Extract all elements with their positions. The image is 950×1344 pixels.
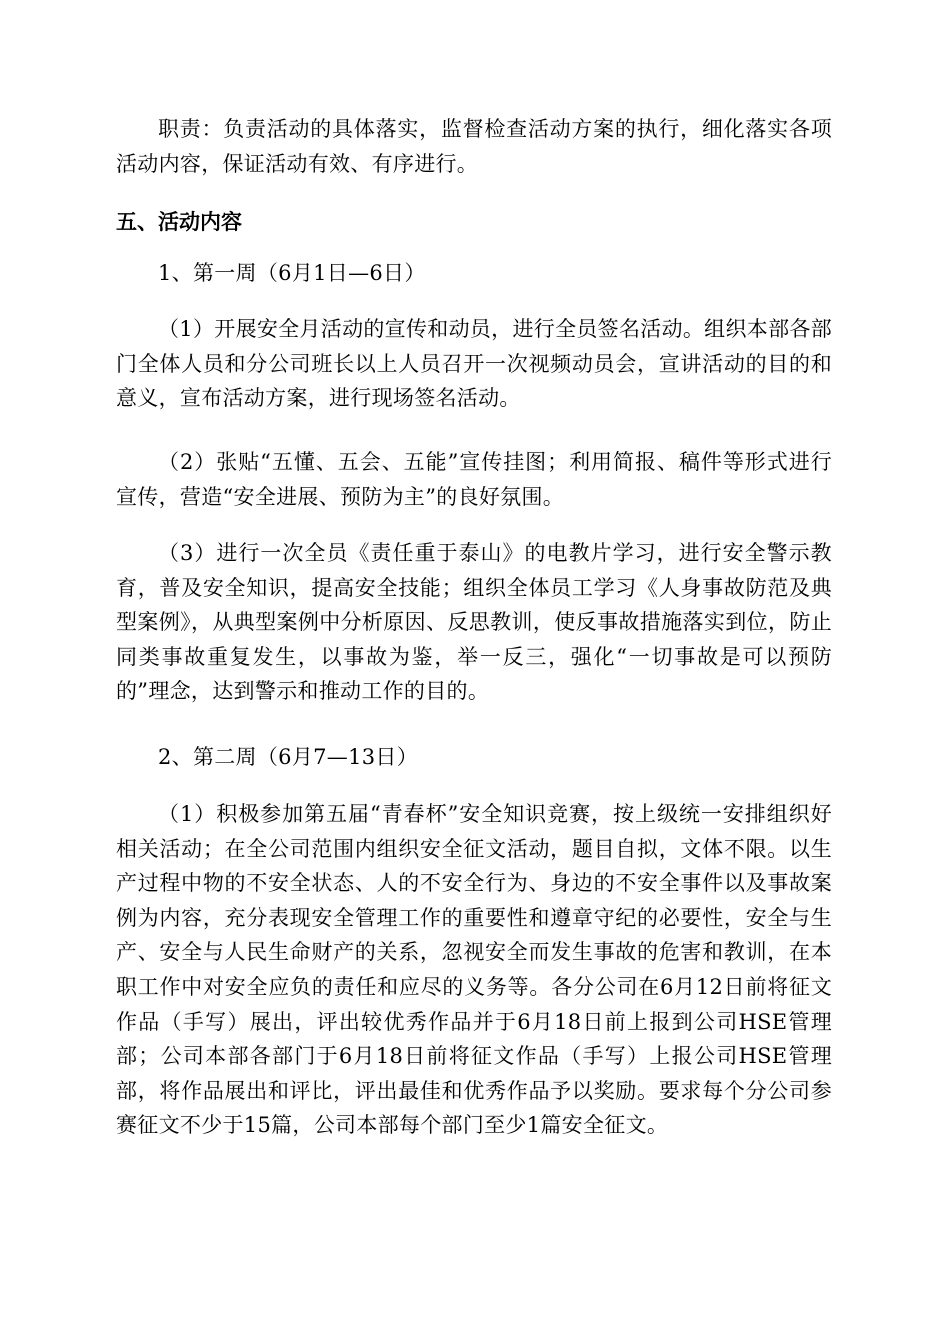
week1-item-1: （1）开展安全月活动的宣传和动员，进行全员签名活动。组织本部各部门全体人员和分公司班长以上人员召开一次视频动员会，宣讲活动的目的和意义，宣布活动方案，进行现场签名活动。 xyxy=(116,317,832,411)
week1-title: 1、第一周（6月1日—6日） xyxy=(158,261,426,285)
week1-item-3: （3）进行一次全员《责任重于泰山》的电教片学习，进行安全警示教育，普及安全知识，提高安全技能；组织全体员工学习《人身事故防范及典型案例》，从典型案例中分析原因、反思教训，使反事故措施落实到位，防止同类事故重复发生，以事故为鉴，举一反三，强化“一切事故是可以预防的”理念，达到警示和推动工作的目的。 xyxy=(116,541,832,704)
week1-item-2: （2）张贴“五懂、五会、五能”宣传挂图；利用简报、稿件等形式进行宣传，营造“安全进展、预防为主”的良好氛围。 xyxy=(116,450,832,509)
section-heading: 五、活动内容 xyxy=(116,210,242,234)
week2-title: 2、第二周（6月7—13日） xyxy=(158,745,419,769)
duty-paragraph: 职责：负责活动的具体落实，监督检查活动方案的执行，细化落实各项活动内容，保证活动有效、有序进行。 xyxy=(116,117,832,176)
week2-item-1: （1）积极参加第五届“青春杯”安全知识竞赛，按上级统一安排组织好相关活动；在全公司范围内组织安全征文活动，题目自拟，文体不限。以生产过程中物的不安全状态、人的不安全行为、身边的不安全事件以及事故案例为内容，充分表现安全管理工作的重要性和遵章守纪的必要性，安全与生产、安全与人民生命财产的关系，忽视安全而发生事故的危害和教训，在本职工作中对安全应负的责任和应尽的义务等。各分公司在6月12日前将征文作品（手写）展出，评出较优秀作品并于6月18日前上报到公司HSE管理部；公司本部各部门于6月18日前将征文作品（手写）上报公司HSE管理部，将作品展出和评比，评出最佳和优秀作品予以奖励。要求每个分公司参赛征文不少于15篇，公司本部每个部门至少1篇安全征文。 xyxy=(116,802,832,1138)
